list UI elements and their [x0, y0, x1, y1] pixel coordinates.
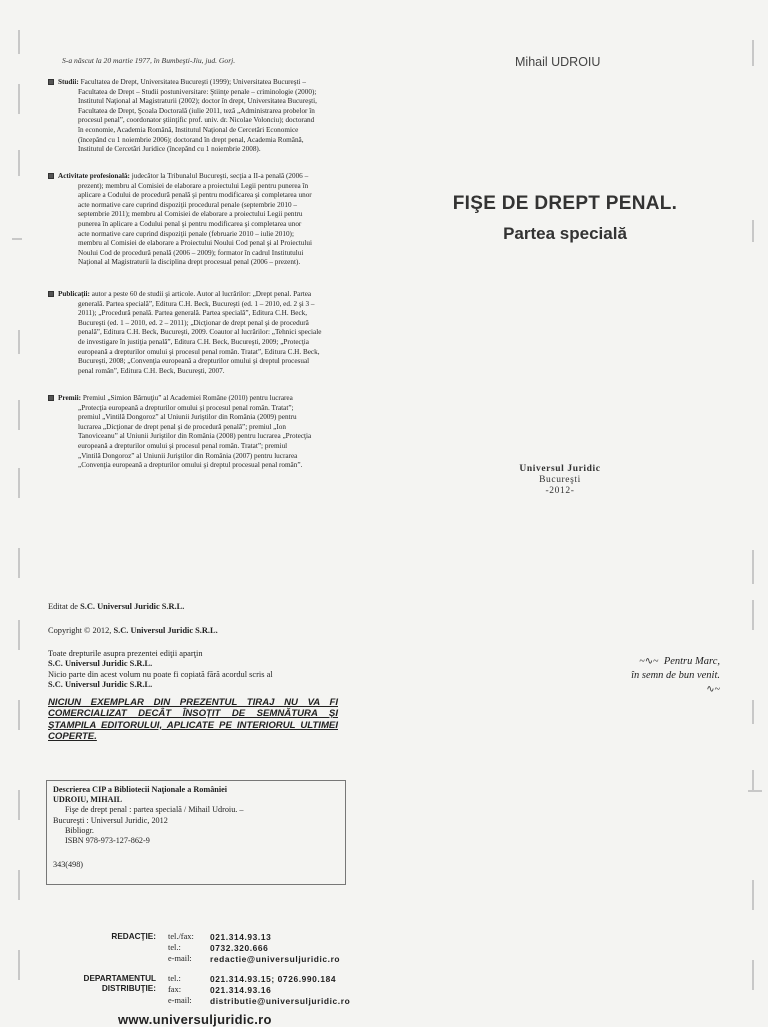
cip-box	[46, 780, 346, 885]
bio-line: procesul penal”, coordonator ştiinţific prof. univ. dr. Nicolae Volonciu); doctorand	[78, 116, 315, 125]
cip-line: Bibliogr.	[65, 825, 94, 835]
dedication-line-1: Pentru Marc,	[663, 656, 720, 667]
distributie-label-1: DEPARTAMENTUL	[83, 974, 156, 983]
bio-line: prezent); membru al Comisiei de elaborare a proiectului Legii pentru punerea în	[78, 181, 309, 190]
contact-key: e-mail:	[168, 996, 192, 1005]
bio-section-body	[58, 172, 348, 268]
author-name: Mihail UDROIU	[515, 55, 601, 69]
bio-line: în economie, Academia Română, Institutul Naţional de Cercetări Economice	[78, 125, 299, 134]
bio-line: Premiul „Simion Bărnuţiu” al Academiei Române (2010) pentru lucrarea	[82, 394, 293, 402]
cip-classification: 343(498)	[53, 860, 84, 870]
book-subtitle: Partea specială	[503, 224, 627, 243]
bio-section-body	[58, 394, 348, 471]
edited-prefix: Editat de	[48, 602, 78, 611]
square-bullet-icon	[48, 79, 54, 85]
publisher-block	[480, 464, 640, 497]
flourish-icon: ∿~	[706, 684, 720, 695]
bio-line: Bucureşti (ed. 1 – 2010, ed. 2 – 2011); „Dicţionar de drept penal şi de procedură	[78, 318, 309, 327]
square-bullet-icon	[48, 291, 54, 297]
contact-key: tel.:	[168, 974, 181, 983]
distributie-tel: 021.314.93.15; 0726.990.184	[210, 974, 337, 984]
bio-line: „Vintilă Dongoroz” al Uniunii Juriştilor din România (2007) pentru lucrarea	[78, 451, 298, 460]
bio-line: membru al Comisiei de elaborare a Proiectului Noului Cod penal şi al Proiectului	[78, 239, 312, 248]
cip-line: Bucureşti : Universul Juridic, 2012	[53, 815, 168, 825]
contact-key: fax:	[168, 985, 182, 994]
flourish-icon: ~∿~	[639, 656, 659, 667]
bio-line: „Convenţia europeană a drepturilor omului şi dreptul procesual penal român”.	[78, 461, 303, 470]
redactie-tel: 0732.320.666	[210, 943, 269, 953]
section-label: Activitate profesională:	[58, 172, 130, 180]
website-link[interactable]: www.universuljuridic.ro	[118, 1012, 272, 1027]
bio-section-body	[58, 78, 348, 155]
bio-section-body	[58, 290, 348, 376]
rights-company: S.C. Universul Juridic S.R.L.	[48, 680, 153, 690]
bio-line: europeană a drepturilor omului şi procesul penal român. Tratat”, Editura C.H. Beck,	[78, 347, 320, 356]
redactie-telfax: 021.314.93.13	[210, 932, 272, 942]
bio-line: Bucureşti, 2008; „Convenţia europeană a drepturilor omului şi dreptul procesual	[78, 357, 310, 366]
bio-line: acte normative care cuprind dispoziţii procedural penale (septembrie 2010 –	[78, 200, 297, 209]
rights-block	[48, 649, 273, 691]
bio-line: generală. Partea specială”, Editura C.H. Beck, Bucureşti (ed. 1 – 2010, ed. 2 şi 3 –	[78, 299, 315, 308]
section-label: Publicaţii:	[58, 290, 90, 298]
section-label: Premii:	[58, 394, 82, 402]
bio-line: premiul „Vintilă Dongoroz” al Uniunii Juriştilor din România (2009) pentru	[78, 413, 297, 422]
bio-line: Institutul de Cercetări Juridice (începând cu 1 noiembrie 2008).	[78, 145, 261, 154]
square-bullet-icon	[48, 173, 54, 179]
redactie-email[interactable]: redactie@universuljuridic.ro	[210, 954, 341, 964]
bio-line: penal român”, Editura C.H. Beck, Bucureşti, 2007.	[78, 366, 225, 375]
contact-key: tel.:	[168, 943, 181, 952]
rights-line: Toate drepturile asupra prezentei ediţii aparţin	[48, 649, 203, 658]
edited-by	[48, 602, 184, 611]
bio-line: acte normative care cuprind dispoziţii penale (februarie 2010 – iulie 2010);	[78, 229, 294, 238]
bio-line: de investigare în justiţia penală”, Editura C.H. Beck, Bucureşti, 2009; „Protecţia	[78, 337, 309, 346]
distributie-fax: 021.314.93.16	[210, 985, 272, 995]
bio-line: judecător la Tribunalul Bucureşti, secţia a II-a penală (2006 –	[131, 172, 309, 180]
contact-key: tel./fax:	[168, 932, 194, 941]
bio-line: penală”, Editura C.H. Beck, Bucureşti, 2009. Coautor al lucrărilor: „Tehnici speciale	[78, 328, 322, 337]
bio-line: lucrarea „Dicţionar de drept penal şi de procedură penală”; premiul „Ion	[78, 422, 286, 431]
rights-company: S.C. Universul Juridic S.R.L.	[48, 659, 153, 669]
square-bullet-icon	[48, 395, 54, 401]
publisher-city: Bucureşti	[539, 475, 581, 485]
bio-line: (începând cu 1 noiembrie 2006); doctorand în drept penal, Academia Română,	[78, 135, 304, 144]
bio-section-awards	[48, 394, 348, 471]
cip-author: UDROIU, MIHAIL	[53, 795, 123, 805]
bio-line: Naţional al Magistraturii la disciplina drept procesual penal (2006 – prezent).	[78, 258, 301, 267]
contact-key: e-mail:	[168, 954, 192, 963]
bio-section-publications	[48, 290, 348, 376]
birth-info: S-a născut la 20 martie 1977, în Bumbeşti-Jiu, jud. Gorj.	[62, 56, 236, 65]
book-title: FIŞE DE DREPT PENAL.	[452, 193, 678, 214]
bio-line: autor a peste 60 de studii şi articole. Autor al lucrărilor: „Drept penal. Partea	[91, 290, 312, 298]
publisher-name: Universul Juridic	[519, 464, 601, 474]
bio-line: punerea în aplicare a Codului penal şi pentru modificarea şi completarea unor	[78, 219, 302, 228]
rights-line: Nicio parte din acest volum nu poate fi copiată fără acordul scris al	[48, 669, 273, 679]
cip-header: Descrierea CIP a Bibliotecii Naţionale a României	[53, 785, 228, 794]
dedication-line-2: în semn de bun venit.	[631, 670, 720, 681]
distributie-label-2: DISTRIBUŢIE:	[101, 984, 156, 993]
bio-line: Facultatea de Drept, Şcoala Doctorală (iulie 2011, teză „Administrarea probelor în	[78, 106, 315, 115]
bio-line: „Protecţia europeană a drepturilor omului şi procesul penal român. Tratat”;	[78, 403, 294, 412]
cip-line: Fişe de drept penal : partea specială / Mihail Udroiu. –	[65, 805, 244, 815]
copyright-line	[48, 626, 218, 635]
bio-line: Facultatea de Drept – Studii postuniversitare: Ştiinţe penale – criminologie (2000);	[78, 87, 317, 96]
distributie-email[interactable]: distributie@universuljuridic.ro	[210, 996, 351, 1006]
publisher-year: -2012-	[545, 486, 575, 496]
bio-line: Institutul Naţional al Magistraturii (2002); doctor în drept, Universitatea Bucureşti,	[78, 97, 317, 106]
bio-section-studies	[48, 78, 348, 155]
section-label: Studii:	[58, 78, 79, 86]
cip-isbn: ISBN 978-973-127-862-9	[65, 836, 150, 846]
bio-line: septembrie 2011); membru al Comisiei de elaborare a proiectului Legii pentru	[78, 210, 303, 219]
bio-line: 2011); „Procedură penală. Partea generală. Partea specială”, Editura C.H. Beck,	[78, 309, 308, 318]
bio-line: europeană a drepturilor omului şi procesul penal român. Tratat”; premiul	[78, 441, 288, 450]
bio-line: aplicare a Codului de procedură penală şi pentru modificarea şi completarea unor	[78, 191, 312, 200]
dedication	[590, 655, 720, 697]
bio-line: Facultatea de Drept, Universitatea Bucureşti (1999); Universitatea Bucureşti –	[80, 78, 306, 86]
edited-company: S.C. Universul Juridic S.R.L.	[80, 602, 185, 611]
bio-line: Noului Cod de procedură penală (2006 – 2009); formator în cadrul Institutului	[78, 248, 304, 257]
copyright-company: S.C. Universul Juridic S.R.L.	[113, 626, 218, 635]
bio-section-professional	[48, 172, 348, 268]
bio-line: Tanoviceanu” al Uniunii Juriştilor din România (2008) pentru lucrarea „Protecţia	[78, 432, 312, 441]
sale-warning: NICIUN EXEMPLAR DIN PREZENTUL TIRAJ NU VA FI COMERCIALIZAT DECÂT ÎNSOŢIT DE SEMNĂTURA ŞI ŞTAMPILA EDITORULUI, APLICATE PE INTERIORUL ULTIMEI COPERTE.	[48, 697, 338, 743]
redactie-label: REDACŢIE:	[111, 932, 156, 941]
copyright-prefix: Copyright © 2012,	[48, 626, 112, 635]
